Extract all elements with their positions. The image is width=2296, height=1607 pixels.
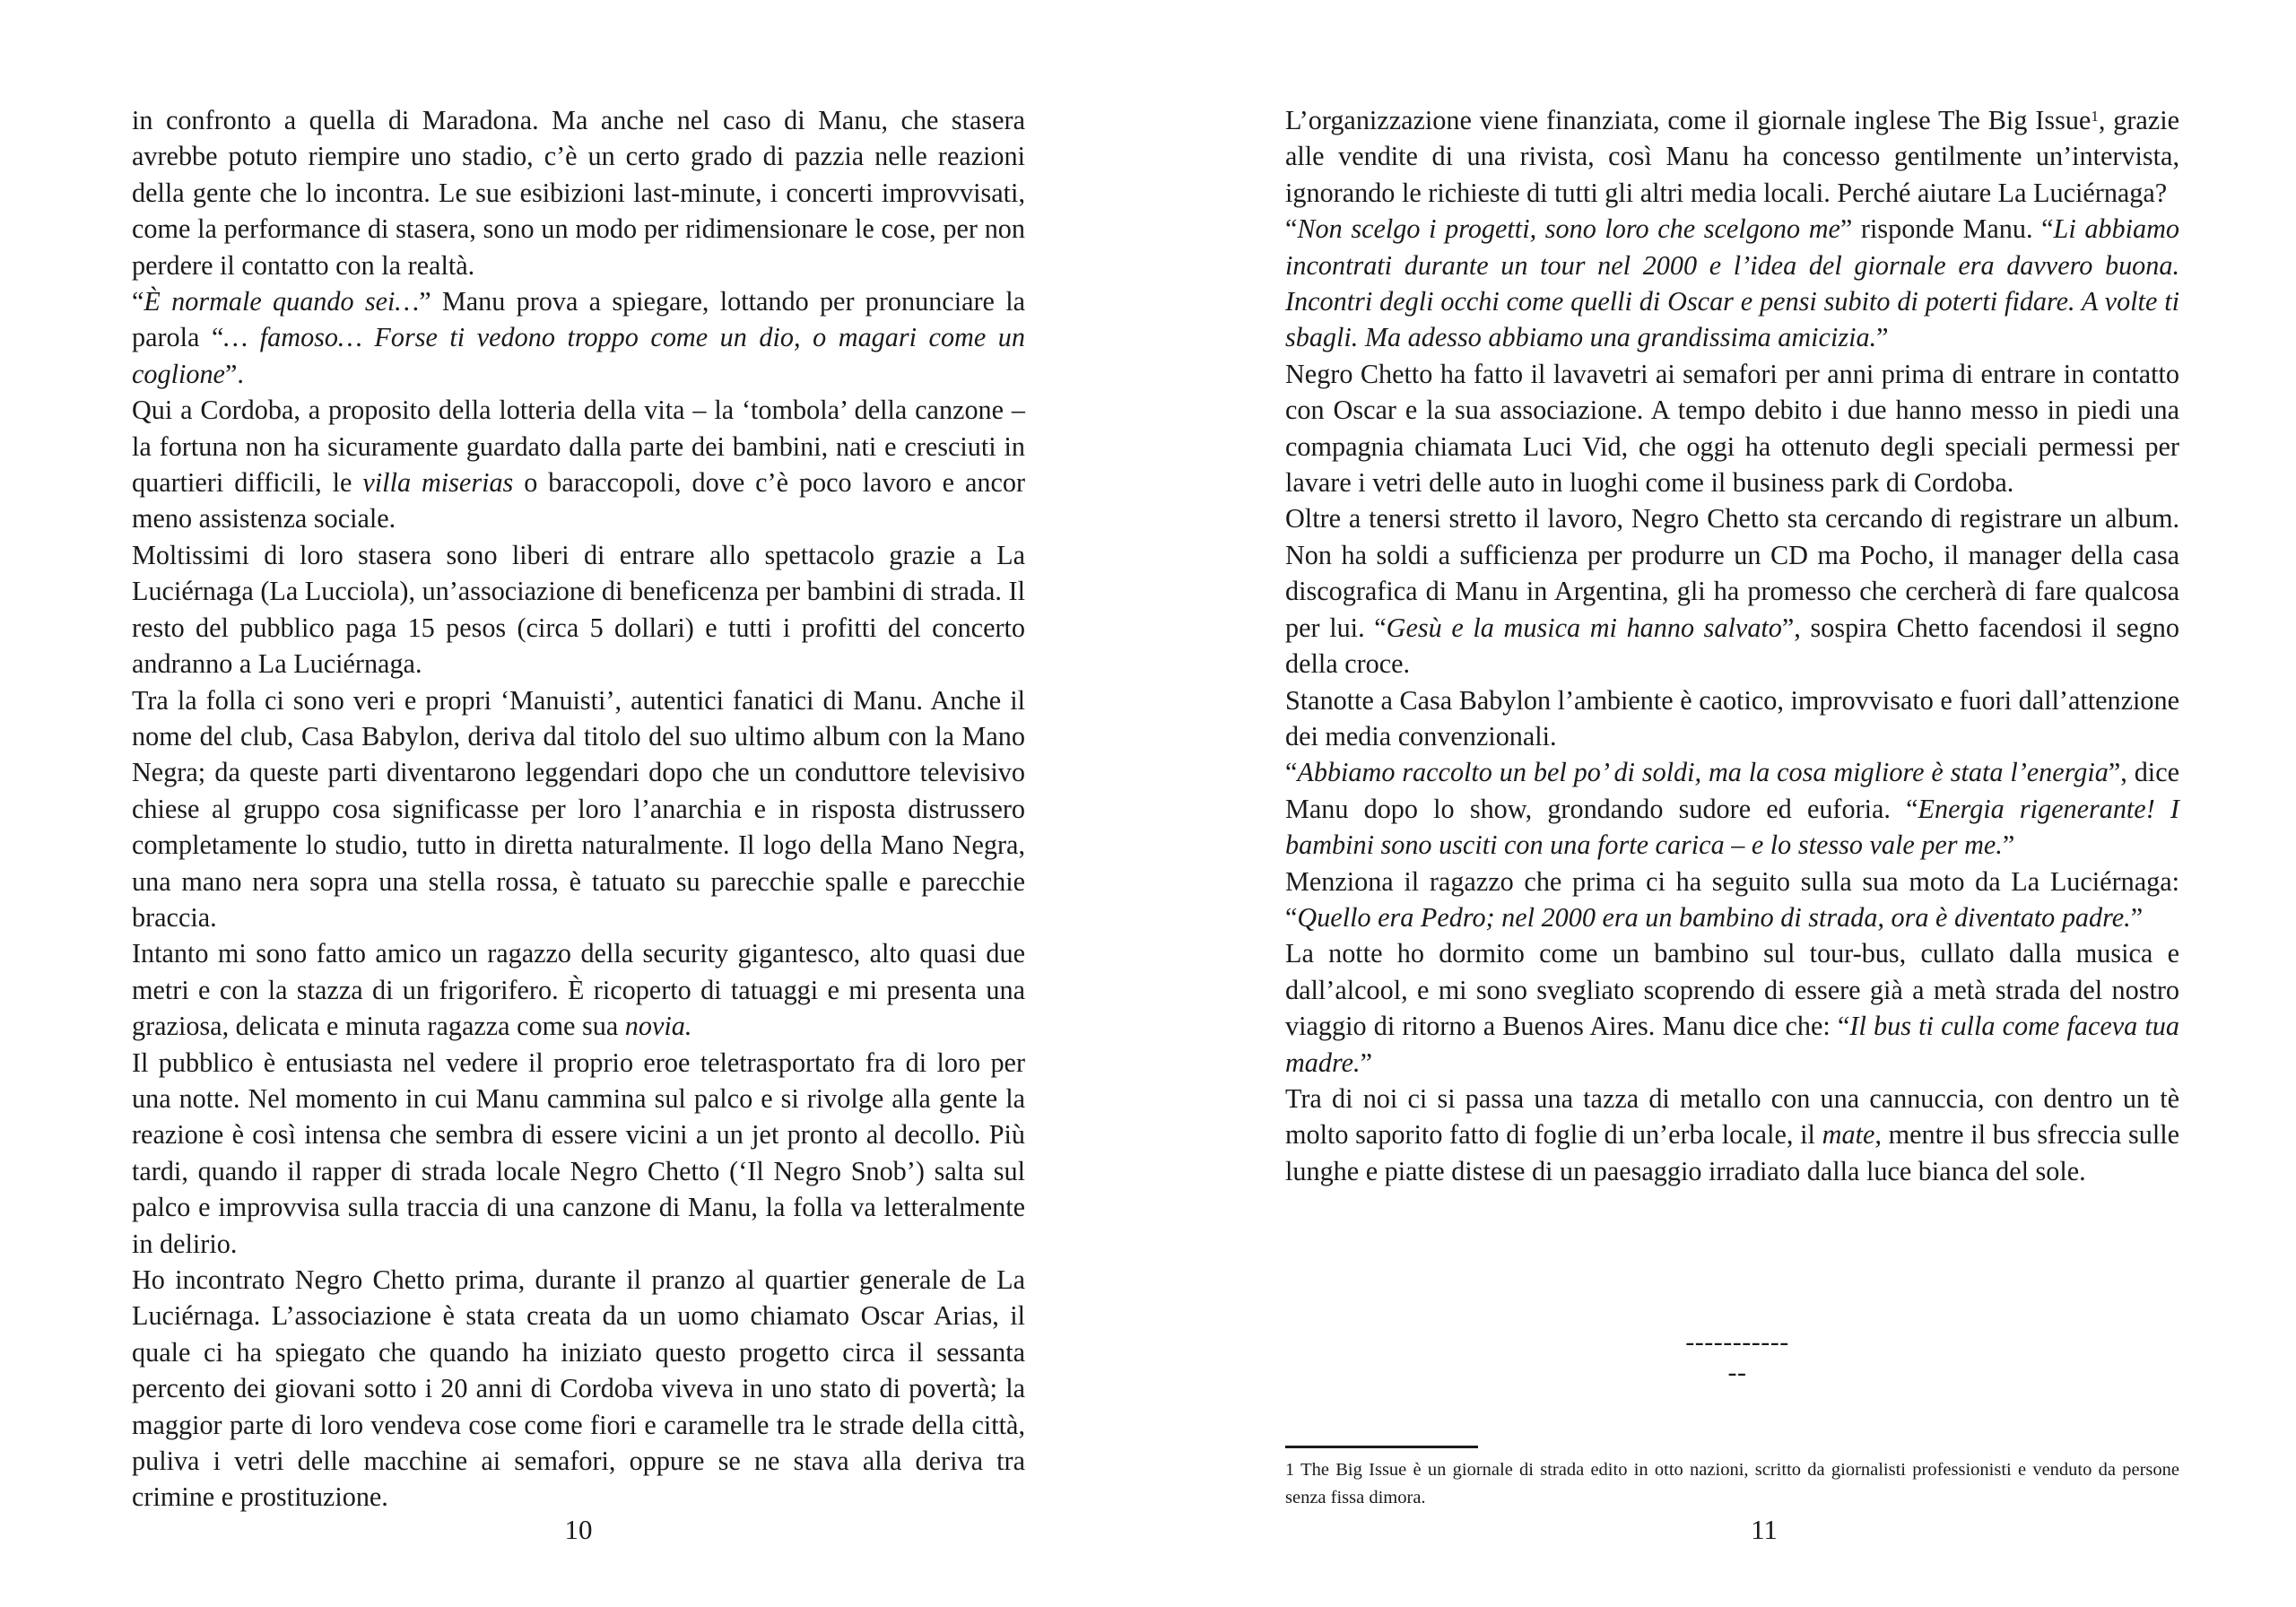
italic-text: mate,	[1822, 1119, 1882, 1151]
left-page-body	[132, 102, 1025, 1516]
footnote-rule	[1285, 1446, 1478, 1448]
paragraph	[1285, 102, 2179, 211]
text-run: ” Manu prova a spiegare, lottando per pronunciare la parola “	[132, 286, 1025, 353]
text-run: Intanto mi sono fatto amico un ragazzo della security gigantesco, alto quasi due metri e con la stazza di un frigorifero. È ricoperto di tatuaggi e mi presenta una graziosa, delicata e minuta ragazza come sua	[132, 938, 1025, 1042]
page-number-left: 10	[564, 1514, 593, 1545]
italic-text: villa miserias	[362, 467, 514, 499]
page-number-right: 11	[1751, 1514, 1778, 1545]
paragraph	[132, 1262, 1025, 1516]
right-page	[1148, 0, 2296, 1607]
italic-text: … famoso… Forse ti vedono troppo come un dio, o magari come un coglione	[132, 322, 1025, 389]
text-run: ”.	[224, 358, 244, 389]
text-run: Ho incontrato Negro Chetto prima, durante il pranzo al quartier generale de La Luciérnaga. L’associazione è stata creata da un uomo chiamato Oscar Arias, il quale ci ha spiegato che quando ha iniziato questo progetto circa il sessanta percento dei giovani sotto i 20 anni di Cordoba viveva in uno stato di povertà; la maggior parte di loro vendeva cose come fiori e caramelle tra le strade della città, puliva i vetri delle macchine ai semafori, oppure se ne stava alla deriva tra crimine e prostituzione.	[132, 1264, 1025, 1513]
italic-text: Il bus ti culla come faceva tua madre.	[1285, 1011, 2179, 1078]
text-run: ”	[1876, 322, 1889, 353]
paragraph	[132, 102, 1025, 283]
text-run: La notte ho dormito come un bambino sul tour-bus, cullato dalla musica e dall’alcool, e mi sono svegliato scoprendo di essere già a metà strada del nostro viaggio di ritorno a Buenos Aires. Manu dice che: “	[1285, 938, 2179, 1042]
italic-text: novia.	[624, 1011, 692, 1042]
paragraph	[132, 935, 1025, 1044]
text-run: “	[1285, 757, 1298, 788]
paragraph	[1285, 935, 2179, 1081]
text-run: ”	[2130, 901, 2144, 933]
text-run: “	[132, 286, 144, 317]
text-run: Negro Chetto ha fatto il lavavetri ai semafori per anni prima di entrare in contatto con Oscar e la sua associazione. A tempo debito i due hanno messo in piedi una compagnia chiamata Luci Vid, che oggi ha ottenuto degli speciali permessi per lavare i vetri delle auto in luoghi come il business park di Cordoba.	[1285, 358, 2179, 499]
text-run: mentre il bus sfreccia sulle lunghe e piatte distese di un paesaggio irradiato dalla luce bianca del sole.	[1285, 1119, 2179, 1186]
paragraph	[1285, 864, 2179, 936]
text-run: ”	[2002, 830, 2015, 861]
text-run: ”, dice Manu dopo lo show, grondando sudore ed euforia. “	[1285, 757, 2179, 824]
paragraph	[1285, 211, 2179, 356]
paragraph	[132, 537, 1025, 682]
text-run: Tra di noi ci si passa una tazza di metallo con una cannuccia, con dentro un tè molto saporito fatto di foglie di un’erba locale, il	[1285, 1082, 2179, 1151]
text-run: ”	[1360, 1047, 1372, 1078]
text-run: Tra la folla ci sono veri e propri ‘Manuisti’, autentici fanatici di Manu. Anche il nome del club, Casa Babylon, deriva dal titolo del suo ultimo album con la Mano Negra; da queste parti diventarono leggendari dopo che un conduttore televisivo chiese al gruppo cosa significasse per loro l’anarchia e in risposta distrussero completamente lo studio, tutto in diretta naturalmente. Il logo della Mano Negra, una mano nera sopra una stella rossa, è tatuato su parecchie spalle e parecchie braccia.	[132, 684, 1025, 933]
text-run: Moltissimi di loro stasera sono liberi di entrare allo spettacolo grazie a La Luciérnaga (La Lucciola), un’associazione di beneficenza per bambini di strada. Il resto del pubblico paga 15 pesos (circa 5 dollari) e tutti i profitti del concerto andranno a La Luciérnaga.	[132, 539, 1025, 680]
text-run: Qui a Cordoba, a proposito della lotteria della vita – la ‘tombola’ della canzone – la fortuna non ha sicuramente guardato dalla parte dei bambini, nati e cresciuti in quartieri difficili, le	[132, 395, 1025, 499]
paragraph	[1285, 1081, 2179, 1189]
paragraph	[1285, 500, 2179, 682]
footnote-marker: 1	[2091, 108, 2099, 125]
text-run: o baraccopoli, dove c’è poco lavoro e ancor meno assistenza sociale.	[132, 467, 1025, 534]
text-run: Il pubblico è entusiasta nel vedere il proprio eroe teletrasportato fra di loro per una notte. Nel momento in cui Manu cammina sul palco e si rivolge alla gente la reazione è così intensa che sembra di essere vicini a un jet pronto al decollo. Più tardi, quando il rapper di strada locale Negro Chetto (‘Il Negro Snob’) salta sul palco e improvvisa sulla traccia di una canzone di Manu, la folla va letteralmente in delirio.	[132, 1047, 1025, 1259]
paragraph	[1285, 356, 2179, 501]
text-run: ”, sospira Chetto facendosi il segno della croce.	[1285, 612, 2179, 680]
paragraph	[1285, 754, 2179, 863]
text-run: Menziona il ragazzo che prima ci ha seguito sulla sua moto da La Luciérnaga: “	[1285, 865, 2179, 933]
italic-text: Abbiamo raccolto un bel po’ di soldi, ma la cosa migliore è stata l’energia	[1297, 757, 2109, 788]
italic-text: È normale quando sei…	[144, 286, 420, 317]
italic-text: Gesù e la musica mi hanno salvato	[1386, 612, 1782, 643]
footnote: 1 The Big Issue è un giornale di strada edito in otto nazioni, scritto da giornalisti professionisti e venduto da persone senza fissa dimora.	[1285, 1460, 2179, 1507]
italic-text: Energia rigenerante! I bambini sono usciti con una forte carica – e lo stesso vale per me.	[1285, 793, 2179, 861]
text-run: Oltre a tenersi stretto il lavoro, Negro Chetto sta cercando di registrare un album. Non ha soldi a sufficienza per produrre un CD ma Pocho, il manager della casa discografica di Manu in Argentina, gli ha promesso che cercherà di fare qualcosa per lui. “	[1285, 503, 2179, 643]
text-run: L’organizzazione viene finanziata, come il giornale inglese The Big Issue	[1285, 105, 2092, 135]
text-run: “	[1285, 213, 1298, 245]
section-separator: -------------	[1685, 1327, 1789, 1387]
italic-text: Non scelgo i progetti, sono loro che scelgono me	[1297, 213, 1840, 245]
right-page-body	[1285, 102, 2179, 1189]
paragraph	[132, 392, 1025, 537]
text-run: in confronto a quella di Maradona. Ma anche nel caso di Manu, che stasera avrebbe potuto riempire uno stadio, c’è un certo grado di pazzia nelle reazioni della gente che lo incontra. Le sue esibizioni last-minute, i concerti improvvisati, come la performance di stasera, sono un modo per ridimensionare le cose, per non perdere il contatto con la realtà.	[132, 105, 1025, 281]
italic-text: Quello era Pedro; nel 2000 era un bambino di strada, ora è diventato padre.	[1297, 901, 2131, 933]
text-run: , grazie alle vendite di una rivista, così Manu ha concesso gentilmente un’intervista, ignorando le richieste di tutti gli altri media locali. Perché aiutare La Luciérnaga?	[1285, 105, 2179, 208]
italic-text: Li abbiamo incontrati durante un tour nel 2000 e l’idea del giornale era davvero buona. Incontri degli occhi come quelli di Oscar e pensi subito di poterti fidare. A volte ti sbagli. Ma adesso abbiamo una grandissima amicizia.	[1285, 213, 2179, 353]
text-run: Stanotte a Casa Babylon l’ambiente è caotico, improvvisato e fuori dall’attenzione dei media convenzionali.	[1285, 684, 2179, 751]
paragraph	[132, 682, 1025, 936]
paragraph	[1285, 682, 2179, 755]
text-run: ” risponde Manu. “	[1839, 213, 2054, 245]
paragraph	[132, 283, 1025, 392]
paragraph	[132, 1045, 1025, 1262]
